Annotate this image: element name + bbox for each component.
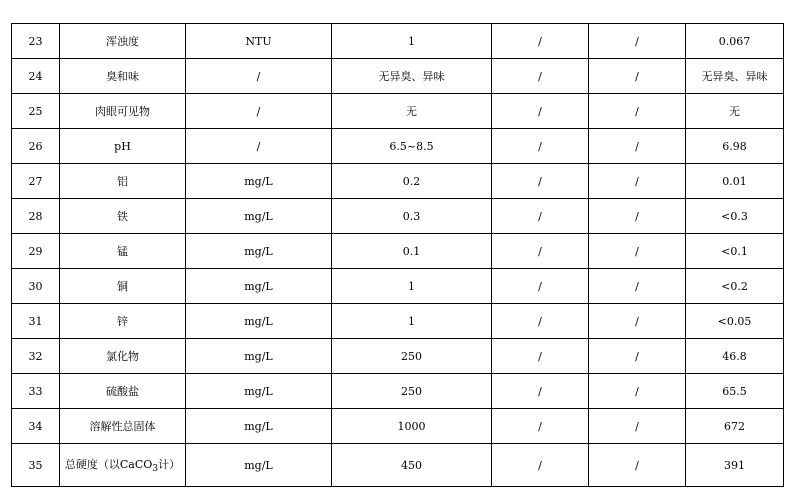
limit-cell: 无 [332, 94, 492, 129]
result-cell: 46.8 [686, 339, 784, 374]
limit-cell: 450 [332, 444, 492, 487]
result-cell: 672 [686, 409, 784, 444]
table-row [12, 199, 784, 234]
unit-cell: mg/L [186, 409, 332, 444]
result-cell: 无异臭、异味 [686, 59, 784, 94]
indicator-name: 硫酸盐 [60, 374, 186, 409]
row-number: 27 [12, 164, 60, 199]
result-cell: 6.98 [686, 129, 784, 164]
table-row [12, 409, 784, 444]
row-number: 35 [12, 444, 60, 487]
limit-cell: 0.1 [332, 234, 492, 269]
indicator-name [60, 444, 186, 487]
column-5-cell: / [492, 94, 589, 129]
column-6-cell: / [589, 374, 686, 409]
limit-cell: 1 [332, 304, 492, 339]
column-5-cell: / [492, 409, 589, 444]
result-cell: <0.05 [686, 304, 784, 339]
unit-cell: mg/L [186, 444, 332, 487]
limit-cell: 1 [332, 269, 492, 304]
table-row [12, 129, 784, 164]
limit-cell: 6.5~8.5 [332, 129, 492, 164]
column-5-cell: / [492, 164, 589, 199]
limit-cell: 1000 [332, 409, 492, 444]
result-cell: 0.01 [686, 164, 784, 199]
table-row [12, 374, 784, 409]
indicator-name: 氯化物 [60, 339, 186, 374]
result-cell: <0.3 [686, 199, 784, 234]
water-quality-table [11, 23, 784, 487]
table-row [12, 269, 784, 304]
indicator-name: 铝 [60, 164, 186, 199]
row-number: 26 [12, 129, 60, 164]
table-row [12, 59, 784, 94]
column-6-cell: / [589, 409, 686, 444]
limit-cell: 0.2 [332, 164, 492, 199]
result-cell: 无 [686, 94, 784, 129]
indicator-name: 溶解性总固体 [60, 409, 186, 444]
table-row [12, 24, 784, 59]
result-cell: 391 [686, 444, 784, 487]
table-row [12, 444, 784, 487]
limit-cell: 1 [332, 24, 492, 59]
indicator-name: 肉眼可见物 [60, 94, 186, 129]
unit-cell: NTU [186, 24, 332, 59]
indicator-name-suffix: 计） [158, 457, 181, 471]
table-row [12, 339, 784, 374]
indicator-name: 臭和味 [60, 59, 186, 94]
column-5-cell: / [492, 269, 589, 304]
table-row [12, 164, 784, 199]
column-6-cell: / [589, 269, 686, 304]
row-number: 32 [12, 339, 60, 374]
unit-cell: mg/L [186, 199, 332, 234]
result-cell: 0.067 [686, 24, 784, 59]
unit-cell: / [186, 59, 332, 94]
unit-cell: mg/L [186, 234, 332, 269]
row-number: 24 [12, 59, 60, 94]
table-row [12, 94, 784, 129]
row-number: 31 [12, 304, 60, 339]
indicator-name: 锰 [60, 234, 186, 269]
unit-cell: mg/L [186, 374, 332, 409]
row-number: 33 [12, 374, 60, 409]
column-6-cell: / [589, 129, 686, 164]
result-cell: 65.5 [686, 374, 784, 409]
table-row [12, 234, 784, 269]
indicator-name-subscript: 3 [152, 463, 159, 475]
row-number: 25 [12, 94, 60, 129]
unit-cell: mg/L [186, 339, 332, 374]
indicator-name: 铜 [60, 269, 186, 304]
column-5-cell: / [492, 24, 589, 59]
result-cell: <0.2 [686, 269, 784, 304]
column-5-cell: / [492, 304, 589, 339]
indicator-name: 铁 [60, 199, 186, 234]
limit-cell: 250 [332, 339, 492, 374]
unit-cell: / [186, 129, 332, 164]
unit-cell: mg/L [186, 269, 332, 304]
limit-cell: 0.3 [332, 199, 492, 234]
unit-cell: mg/L [186, 164, 332, 199]
indicator-name: 浑浊度 [60, 24, 186, 59]
row-number: 28 [12, 199, 60, 234]
row-number: 30 [12, 269, 60, 304]
column-6-cell: / [589, 339, 686, 374]
column-6-cell: / [589, 444, 686, 487]
column-6-cell: / [589, 24, 686, 59]
column-6-cell: / [589, 94, 686, 129]
column-5-cell: / [492, 339, 589, 374]
unit-cell: mg/L [186, 304, 332, 339]
indicator-name: 锌 [60, 304, 186, 339]
unit-cell: / [186, 94, 332, 129]
result-cell: <0.1 [686, 234, 784, 269]
limit-cell: 250 [332, 374, 492, 409]
column-5-cell: / [492, 129, 589, 164]
row-number: 34 [12, 409, 60, 444]
column-5-cell: / [492, 234, 589, 269]
row-number: 23 [12, 24, 60, 59]
row-number: 29 [12, 234, 60, 269]
column-6-cell: / [589, 304, 686, 339]
column-6-cell: / [589, 199, 686, 234]
table-row [12, 304, 784, 339]
indicator-name: pH [60, 129, 186, 164]
column-6-cell: / [589, 164, 686, 199]
column-6-cell: / [589, 59, 686, 94]
column-5-cell: / [492, 374, 589, 409]
column-6-cell: / [589, 234, 686, 269]
column-5-cell: / [492, 59, 589, 94]
indicator-name-prefix: 总硬度（以CaCO [64, 457, 153, 471]
column-5-cell: / [492, 199, 589, 234]
column-5-cell: / [492, 444, 589, 487]
limit-cell: 无异臭、异味 [332, 59, 492, 94]
